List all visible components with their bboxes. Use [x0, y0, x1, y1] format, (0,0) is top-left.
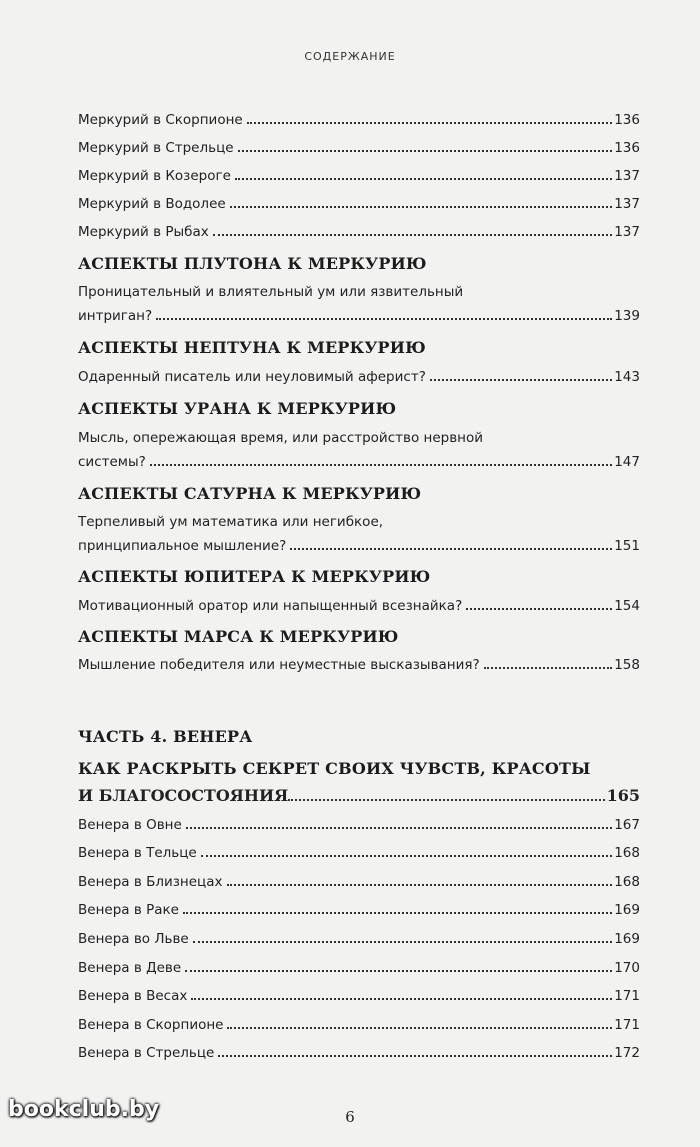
leader-dots	[230, 206, 613, 208]
toc-entry-page: 167	[614, 817, 640, 833]
leader-dots	[247, 122, 612, 124]
section-heading: АСПЕКТЫ ЮПИТЕРА К МЕРКУРИЮ	[78, 567, 431, 586]
toc-entry	[78, 931, 640, 951]
page-number: 6	[345, 1108, 355, 1126]
toc-entry	[78, 224, 640, 244]
leader-dots	[227, 884, 613, 886]
part-subtitle-line1: КАК РАСКРЫТЬ СЕКРЕТ СВОИХ ЧУВСТВ, КРАСОТЫ	[78, 759, 591, 778]
part-subtitle-line2: И БЛАГОСОСТОЯНИЯ	[78, 786, 289, 805]
toc-entry-title: Меркурий в Скорпионе	[78, 112, 243, 128]
leader-dots	[191, 998, 612, 1000]
toc-entry-page: 143	[614, 369, 640, 385]
toc-entry-title: Меркурий в Рыбах	[78, 224, 209, 240]
toc-entry-title: Венера в Стрельце	[78, 1045, 215, 1061]
section-heading: АСПЕКТЫ НЕПТУНА К МЕРКУРИЮ	[78, 338, 426, 357]
toc-entry	[78, 960, 640, 980]
toc-entry-page: 136	[614, 140, 640, 156]
toc-entry-page: 172	[614, 1045, 640, 1061]
toc-entry-page: 137	[614, 168, 640, 184]
toc-entry-page: 168	[614, 874, 640, 890]
toc-entry-title: Одаренный писатель или неуловимый аферист?	[78, 369, 426, 385]
toc-entry-page: 171	[614, 988, 640, 1004]
leader-dots	[183, 912, 612, 914]
leader-dots	[186, 827, 612, 829]
toc-entry-page: 137	[614, 224, 640, 240]
leader-dots	[156, 318, 612, 320]
toc-entry-title: Мотивационный оратор или напыщенный всезнайка?	[78, 598, 463, 614]
toc-entry-title: Венера в Овне	[78, 817, 182, 833]
toc-entry	[78, 196, 640, 216]
watermark: bookclub.by	[8, 1097, 160, 1122]
toc-entry-title: Меркурий в Водолее	[78, 196, 226, 212]
part-title: ЧАСТЬ 4. ВЕНЕРА	[78, 727, 253, 746]
toc-entry-title-line1: Терпеливый ум математика или негибкое,	[78, 514, 384, 530]
toc-entry-title: принципиальное мышление?	[78, 538, 287, 554]
leader-dots	[288, 799, 604, 801]
toc-entry-page: 147	[614, 454, 640, 470]
toc-entry-title-line1: Мысль, опережающая время, или расстройство нервной	[78, 430, 484, 446]
toc-entry-page: 168	[614, 845, 640, 861]
toc-entry	[78, 845, 640, 865]
running-head: СОДЕРЖАНИЕ	[304, 50, 396, 63]
toc-entry-page: 158	[614, 657, 640, 673]
toc-entry	[78, 874, 640, 894]
toc-entry-title: интриган?	[78, 308, 153, 324]
leader-dots	[430, 379, 612, 381]
section-heading: АСПЕКТЫ ПЛУТОНА К МЕРКУРИЮ	[78, 254, 427, 273]
leader-dots	[213, 234, 613, 236]
toc-entry	[78, 657, 640, 677]
leader-dots	[466, 608, 612, 610]
toc-entry-title-line1: Проницательный и влиятельный ум или язвительный	[78, 284, 464, 300]
toc-entry-title: Венера в Раке	[78, 902, 179, 918]
toc-entry-page: 151	[614, 538, 640, 554]
leader-dots	[238, 150, 613, 152]
leader-dots	[185, 970, 612, 972]
toc-entry-page: 139	[614, 308, 640, 324]
toc-entry-title: Венера во Льве	[78, 931, 189, 947]
toc-entry-title: Меркурий в Стрельце	[78, 140, 234, 156]
leader-dots	[150, 464, 612, 466]
toc-entry	[78, 168, 640, 188]
toc-entry	[78, 112, 640, 132]
toc-entry	[78, 988, 640, 1008]
toc-entry	[78, 140, 640, 160]
leader-dots	[201, 855, 613, 857]
toc-entry-page: 137	[614, 196, 640, 212]
section-heading: АСПЕКТЫ УРАНА К МЕРКУРИЮ	[78, 399, 397, 418]
part-subtitle-entry	[78, 786, 640, 805]
leader-dots	[235, 178, 612, 180]
toc-entry-title: Меркурий в Козероге	[78, 168, 231, 184]
toc-entry	[78, 308, 640, 328]
toc-entry-page: 136	[614, 112, 640, 128]
toc-entry	[78, 598, 640, 618]
leader-dots	[193, 941, 613, 943]
leader-dots	[290, 548, 612, 550]
toc-entry	[78, 1017, 640, 1037]
toc-entry-title: системы?	[78, 454, 146, 470]
toc-entry-page: 170	[614, 960, 640, 976]
toc-entry-page: 169	[614, 931, 640, 947]
toc-entry	[78, 1045, 640, 1065]
toc-entry-page: 171	[614, 1017, 640, 1033]
toc-entry-title: Венера в Деве	[78, 960, 182, 976]
section-heading: АСПЕКТЫ МАРСА К МЕРКУРИЮ	[78, 627, 399, 646]
toc-entry-title: Венера в Близнецах	[78, 874, 223, 890]
toc-entry	[78, 902, 640, 922]
toc-entry-title: Венера в Тельце	[78, 845, 197, 861]
toc-entry	[78, 817, 640, 837]
toc-entry	[78, 538, 640, 558]
toc-entry	[78, 369, 640, 389]
part-page: 165	[606, 786, 640, 805]
toc-entry	[78, 454, 640, 474]
leader-dots	[484, 667, 613, 669]
toc-entry-page: 154	[614, 598, 640, 614]
leader-dots	[227, 1027, 612, 1029]
toc-entry-title: Венера в Весах	[78, 988, 188, 1004]
toc-entry-title: Венера в Скорпионе	[78, 1017, 224, 1033]
leader-dots	[218, 1055, 612, 1057]
toc-entry-page: 169	[614, 902, 640, 918]
section-heading: АСПЕКТЫ САТУРНА К МЕРКУРИЮ	[78, 484, 422, 503]
toc-entry-title: Мышление победителя или неуместные высказывания?	[78, 657, 480, 673]
